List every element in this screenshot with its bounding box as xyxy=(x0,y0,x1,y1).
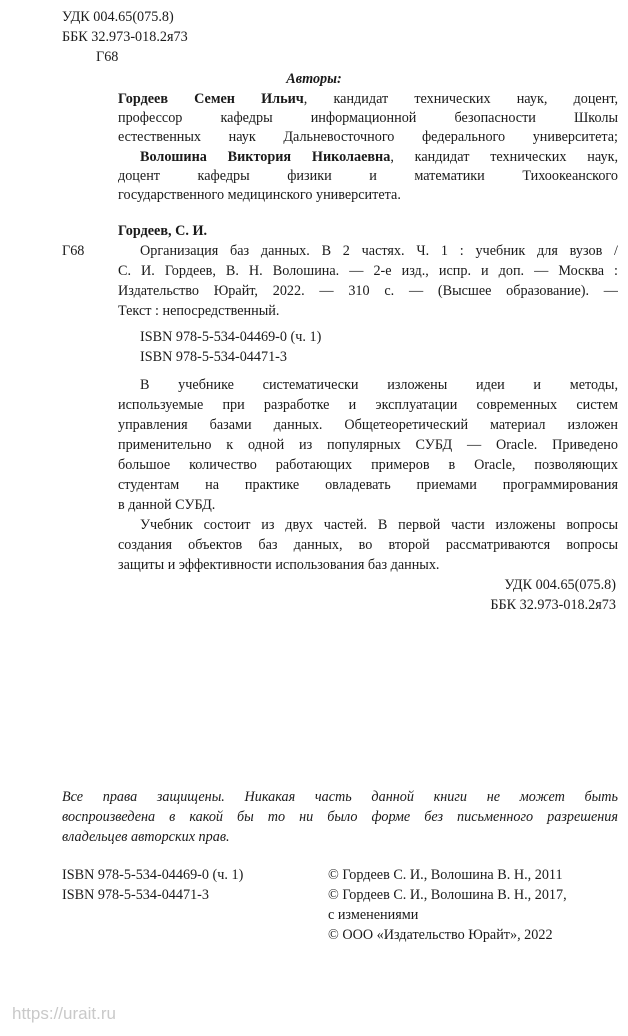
author1-line2: профессор кафедры информационной безопасности Школы xyxy=(118,110,618,126)
author2-line2: доцент кафедры физики и математики Тихоокеанского xyxy=(118,168,618,184)
bib-line2-wrap xyxy=(118,262,618,281)
author1-name: Гордеев Семен Ильич xyxy=(118,91,304,107)
annotation-p1-line5: большое количество работающих примеров в Oracle, позволяющих xyxy=(118,457,618,473)
annotation-p1-line2: используемые при разработке и эксплуатации современных систем xyxy=(118,397,618,413)
rights-l1-wrap xyxy=(62,788,618,807)
author1-cont2 xyxy=(118,128,618,147)
bib-line3-wrap xyxy=(118,282,618,301)
bbk-code-top: ББК 32.973-018.2я73 xyxy=(62,29,188,45)
rights-line1: Все права защищены. Никакая часть данной книги не может быть xyxy=(62,789,618,805)
author2-block xyxy=(140,148,618,167)
authors-heading: Авторы: xyxy=(286,71,342,87)
annotation-p1-line6: студентам на практике овладевать приемами программирования xyxy=(118,477,618,493)
ann-p1-l2-wrap xyxy=(118,396,618,415)
ann-p1-l5-wrap xyxy=(118,456,618,475)
author-mark-top: Г68 xyxy=(96,49,119,65)
annotation-p2-line2: создания объектов баз данных, во второй рассматриваются вопросы xyxy=(118,537,618,553)
udk-code-bottom: УДК 004.65(075.8) xyxy=(504,577,616,593)
bib-isbn-2: ISBN 978-5-534-04471-3 xyxy=(140,349,287,365)
footer-isbn-1: ISBN 978-5-534-04469-0 (ч. 1) xyxy=(62,867,244,883)
annotation-p1-line7: в данной СУБД. xyxy=(118,497,216,513)
ann-p2-l1-wrap xyxy=(140,516,618,535)
ann-p1-l3-wrap xyxy=(118,416,618,435)
bib-isbn-1: ISBN 978-5-534-04469-0 (ч. 1) xyxy=(140,329,322,345)
annotation-p1-line4: применительно к одной из популярных СУБД — Oracle. Приведено xyxy=(118,437,618,453)
ann-p1-l6-wrap xyxy=(118,476,618,495)
bib-line1-wrap xyxy=(140,242,618,261)
bib-line-4: Текст : непосредственный. xyxy=(118,303,280,319)
author1-cont xyxy=(118,109,618,128)
author1-line3: естественных наук Дальневосточного федерального университета; xyxy=(118,129,618,145)
copyright-line3: с изменениями xyxy=(328,907,419,923)
bib-line-2: С. И. Гордеев, В. Н. Волошина. — 2-е изд., испр. и доп. — Москва : xyxy=(118,263,618,279)
udk-code-top: УДК 004.65(075.8) xyxy=(62,9,174,25)
bib-line-1: Организация баз данных. В 2 частях. Ч. 1 : учебник для вузов / xyxy=(140,243,618,259)
rights-line3: владельцев авторских прав. xyxy=(62,829,230,845)
ann-p2-l2-wrap xyxy=(118,536,618,555)
copyright-line2: © Гордеев С. И., Волошина В. Н., 2017, xyxy=(328,887,567,903)
rights-l2-wrap xyxy=(62,808,618,827)
annotation-p2-line3: защиты и эффективности использования баз данных. xyxy=(118,557,440,573)
copyright-line1: © Гордеев С. И., Волошина В. Н., 2011 xyxy=(328,867,563,883)
annotation-p2-line1: Учебник состоит из двух частей. В первой части изложены вопросы xyxy=(140,517,618,533)
ann-p1-l1-wrap xyxy=(140,376,618,395)
copyright-line4: © ООО «Издательство Юрайт», 2022 xyxy=(328,927,553,943)
ann-p1-l4-wrap xyxy=(118,436,618,455)
author1-line1: Гордеев Семен Ильич, кандидат технических наук, доцент, xyxy=(118,91,618,107)
main-author-heading: Гордеев, С. И. xyxy=(118,223,208,239)
watermark-url: https://urait.ru xyxy=(12,1004,116,1023)
author2-name: Волошина Виктория Николаевна xyxy=(140,149,391,165)
author2-cont xyxy=(118,167,618,186)
author-mark-bib: Г68 xyxy=(62,243,85,259)
author1-block xyxy=(118,90,618,109)
bib-line-3: Издательство Юрайт, 2022. — 310 с. — (Высшее образование). — xyxy=(118,283,618,299)
annotation-p1-line1: В учебнике систематически изложены идеи и методы, xyxy=(140,377,618,393)
author2-line3: государственного медицинского университета. xyxy=(118,187,401,203)
rights-line2: воспроизведена в какой бы то ни было форме без письменного разрешения xyxy=(62,809,618,825)
bbk-code-bottom: ББК 32.973-018.2я73 xyxy=(490,597,616,613)
annotation-p1-line3: управления базами данных. Общетеоретический материал изложен xyxy=(118,417,618,433)
author2-line1: Волошина Виктория Николаевна, кандидат технических наук, xyxy=(140,149,618,165)
footer-isbn-2: ISBN 978-5-534-04471-3 xyxy=(62,887,209,903)
